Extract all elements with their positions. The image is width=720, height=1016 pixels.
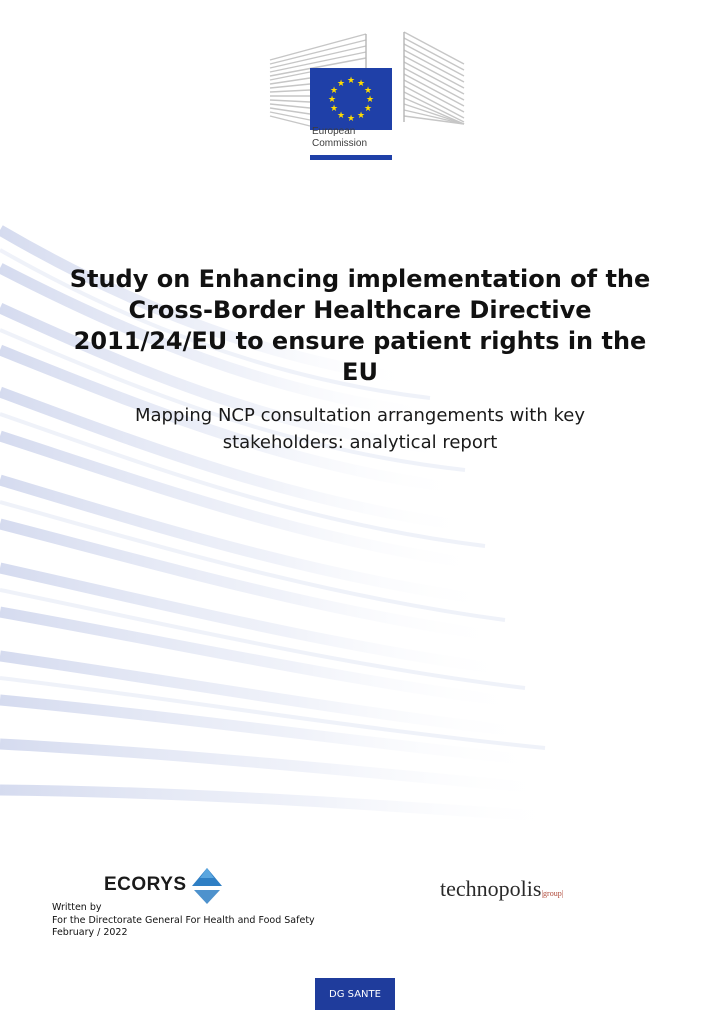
dg-sante-badge bbox=[315, 978, 395, 1010]
technopolis-logo bbox=[440, 876, 620, 906]
technopolis-group-suffix: |group| bbox=[541, 889, 564, 898]
document-title: Study on Enhancing implementation of the Cross-Border Healthcare Directive 2011/24/EU to ensure patient rights in the EU bbox=[69, 265, 651, 386]
ec-logo-text bbox=[312, 126, 402, 150]
ec-logo-line2: Commission bbox=[312, 138, 368, 149]
svg-text:★: ★ bbox=[327, 95, 337, 105]
credits-written-by: Written by bbox=[52, 902, 102, 913]
document-subtitle: Mapping NCP consultation arrangements with key stakeholders: analytical report bbox=[134, 405, 586, 453]
credits-block bbox=[52, 902, 315, 940]
credits-date: February / 2022 bbox=[52, 927, 128, 938]
eu-flag-icon bbox=[310, 68, 392, 130]
svg-text:★: ★ bbox=[356, 79, 366, 89]
svg-text:★: ★ bbox=[365, 95, 375, 105]
ecorys-wordmark: ECORYS bbox=[104, 874, 187, 895]
technopolis-wordmark: technopolis bbox=[440, 876, 542, 901]
svg-text:★: ★ bbox=[329, 104, 339, 114]
svg-text:★: ★ bbox=[363, 104, 373, 114]
ec-logo-line1: European bbox=[312, 126, 356, 137]
ecorys-logo bbox=[104, 866, 234, 906]
ecorys-triangle-icon bbox=[190, 866, 224, 906]
credits-directorate: For the Directorate General For Health and Food Safety bbox=[52, 914, 315, 926]
dg-sante-label: DG SANTE bbox=[329, 988, 381, 1000]
svg-text:★: ★ bbox=[356, 111, 366, 121]
ec-logo-underline bbox=[310, 155, 392, 160]
svg-text:★: ★ bbox=[336, 79, 346, 89]
svg-text:★: ★ bbox=[336, 111, 346, 121]
european-commission-logo bbox=[268, 30, 468, 164]
svg-text:★: ★ bbox=[329, 86, 339, 96]
svg-text:★: ★ bbox=[346, 114, 356, 124]
svg-text:★: ★ bbox=[363, 86, 373, 96]
svg-text:★: ★ bbox=[346, 76, 356, 86]
